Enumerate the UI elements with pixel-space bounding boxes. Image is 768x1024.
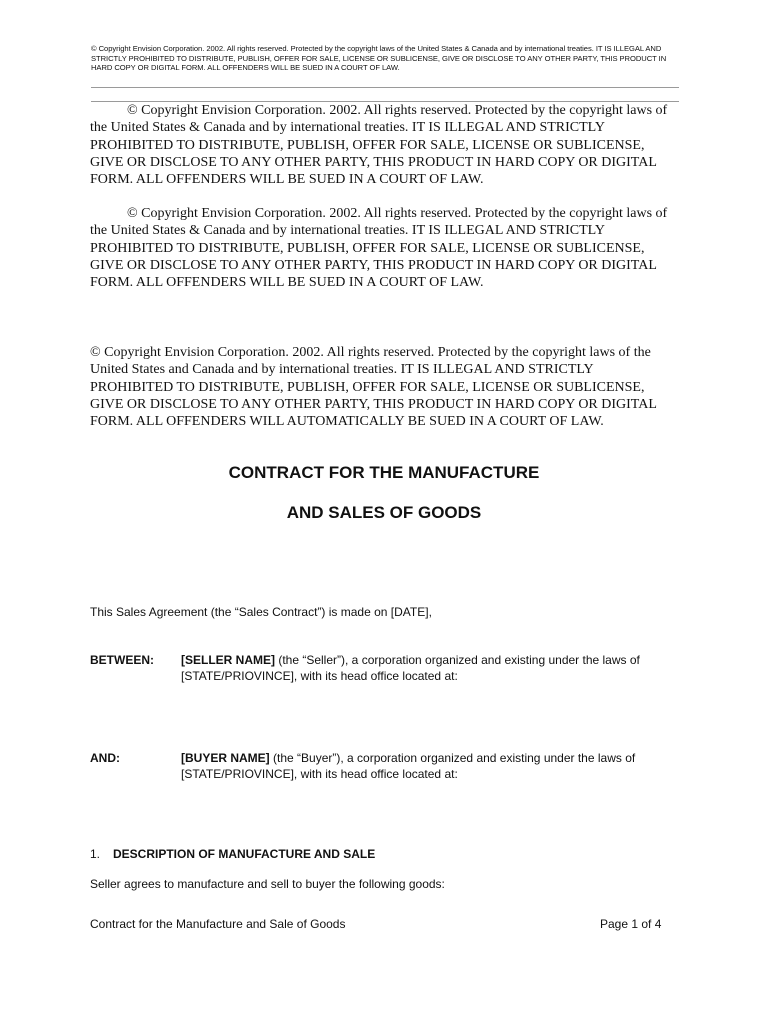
footer-page-number: Page 1 of 4: [600, 917, 662, 931]
copyright-notice-2: © Copyright Envision Corporation. 2002. All rights reserved. Protected by the copyright laws of the United States & Canada and by international treaties. IT IS ILLEGAL AND STRICTLY PROHIBITED TO DISTRIBUTE, PUBLISH, OFFER FOR SALE, LICENSE OR SUBLICENSE, GIVE OR DISCLOSE TO ANY OTHER PARTY, THIS PRODUCT IN HARD COPY OR DIGITAL FORM. ALL OFFENDERS WILL BE SUED IN A COURT OF LAW.: [90, 206, 668, 291]
between-label: BETWEEN:: [90, 653, 154, 667]
section-1-heading: DESCRIPTION OF MANUFACTURE AND SALE: [113, 847, 376, 861]
intro-paragraph: This Sales Agreement (the “Sales Contract”) is made on [DATE],: [90, 605, 432, 619]
buyer-clause-text: (the “Buyer”), a corporation organized and existing under the laws of [STATE/PRIOVINCE], with its head office located at:: [181, 751, 636, 781]
seller-clause: [181, 653, 673, 684]
copyright-notice-1: © Copyright Envision Corporation. 2002. All rights reserved. Protected by the copyright laws of the United States & Canada and by international treaties. IT IS ILLEGAL AND STRICTLY PROHIBITED TO DISTRIBUTE, PUBLISH, OFFER FOR SALE, LICENSE OR SUBLICENSE, GIVE OR DISCLOSE TO ANY OTHER PARTY, THIS PRODUCT IN HARD COPY OR DIGITAL FORM. ALL OFFENDERS WILL BE SUED IN A COURT OF LAW.: [90, 103, 668, 188]
copyright-notice-3: © Copyright Envision Corporation. 2002. All rights reserved. Protected by the copyright laws of the United States and Canada and by international treaties. IT IS ILLEGAL AND STRICTLY PROHIBITED TO DISTRIBUTE, PUBLISH, OFFER FOR SALE, LICENSE OR SUBLICENSE, GIVE OR DISCLOSE TO ANY OTHER PARTY, THIS PRODUCT IN HARD COPY OR DIGITAL FORM. ALL OFFENDERS WILL AUTOMATICALLY BE SUED IN A COURT OF LAW.: [90, 345, 657, 430]
buyer-name-placeholder: [BUYER NAME]: [181, 751, 270, 765]
contract-title-line-2: AND SALES OF GOODS: [286, 503, 482, 522]
buyer-clause: [181, 751, 673, 782]
section-1-body: Seller agrees to manufacture and sell to buyer the following goods:: [90, 877, 445, 891]
header-copyright-notice: © Copyright Envision Corporation. 2002. All rights reserved. Protected by the copyright laws of the United States & Canada and by international treaties. IT IS ILLEGAL AND STRICTLY PROHIBITED TO DISTRIBUTE, PUBLISH, OFFER FOR SALE, LICENSE OR SUBLICENSE, GIVE OR DISCLOSE TO ANY OTHER PARTY, THIS PRODUCT IN HARD COPY OR DIGITAL FORM. ALL OFFENDERS WILL BE SUED IN A COURT OF LAW.: [91, 44, 667, 73]
header-rule-top: [91, 87, 679, 88]
and-label: AND:: [90, 751, 120, 765]
seller-clause-text: (the “Seller”), a corporation organized and existing under the laws of [STATE/PRIOVINCE], with its head office located at:: [181, 653, 640, 683]
contract-title-line-1: CONTRACT FOR THE MANUFACTURE: [228, 463, 540, 482]
footer-document-title: Contract for the Manufacture and Sale of Goods: [90, 917, 346, 931]
seller-name-placeholder: [SELLER NAME]: [181, 653, 275, 667]
section-1-number: 1.: [90, 847, 101, 861]
